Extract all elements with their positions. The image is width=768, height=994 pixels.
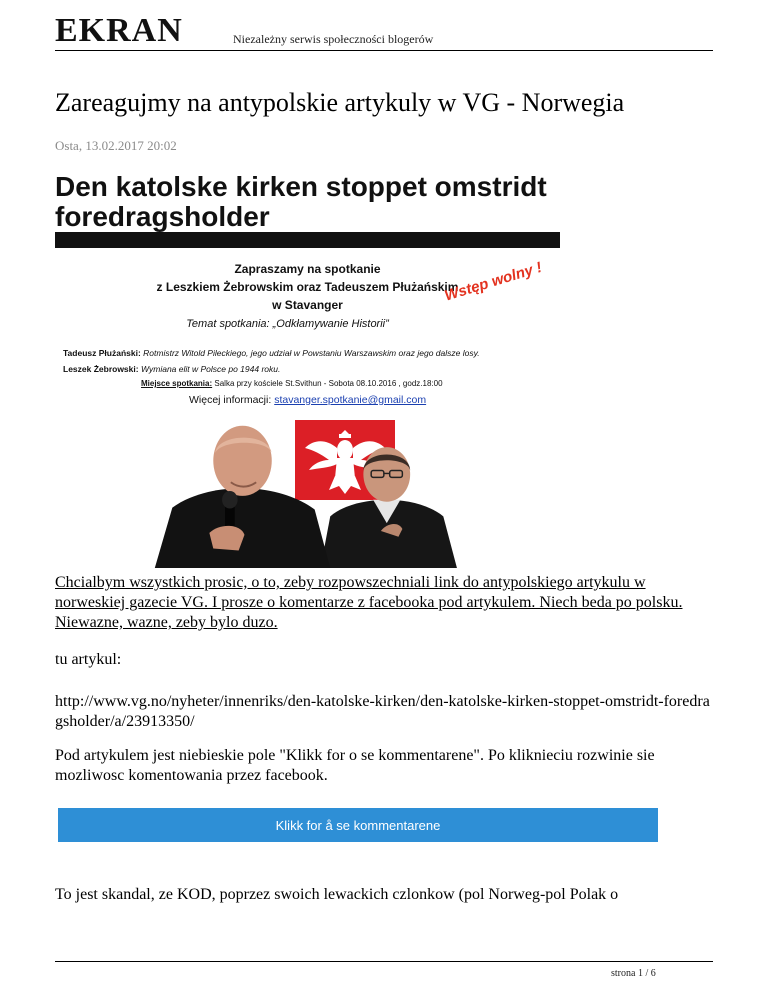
speaker2-text: Wymiana elit w Polsce po 1944 roku.: [140, 364, 281, 374]
speaker1-text: Rotmistrz Witold Pileckiego, jego udział w Powstaniu Warszawskim oraz jego dalsze losy.: [143, 348, 480, 358]
intro-paragraph-link[interactable]: Chcialbym wszystkich prosic, o to, zeby rozpowszechniali link do antypolskiego artykulu w norweskiej gazecie VG. I prosze o komentarze z facebooka pod artykulem. Niech beda po polsku. Niewazne, wazne, zeby bylo duzo.: [55, 574, 683, 631]
more-info-label: Więcej informacji:: [189, 394, 272, 406]
meeting-place: [141, 379, 443, 388]
speakers-photo: [121, 414, 481, 568]
logo-text: EKRAN: [55, 12, 183, 49]
speaker2-name: Leszek Żebrowski:: [63, 364, 139, 374]
free-entry-stamp: Wstęp wolny !: [442, 258, 544, 305]
paragraph-continued: To jest skandal, ze KOD, poprzez swoich lewackich czlonkow (pol Norweg-pol Polak o: [55, 886, 619, 903]
show-comments-label: Klikk for å se kommentarene: [275, 817, 441, 833]
place-label: Miejsce spotkania:: [141, 379, 213, 388]
poster-topic: Temat spotkania: „Odkłamywanie Historii”: [186, 318, 389, 330]
footer-divider: [55, 961, 713, 962]
more-info: [189, 394, 426, 406]
page-number: strona 1 / 6: [611, 968, 656, 979]
site-header: [55, 14, 713, 50]
poster-invite-line3: w Stavanger: [272, 298, 343, 312]
speaker1: [63, 348, 480, 358]
speaker1-name: Tadeusz Płużański:: [63, 348, 141, 358]
paragraph-instructions: Pod artykulem jest niebieskie pole "Klikk for o se kommentarene". Po kliknieciu rozwinie sie mozliwosc komentowania przez facebook.: [55, 747, 655, 784]
poster-headline: Den katolske kirken stoppet omstridt foredragsholder: [55, 171, 547, 232]
place-text: Salka przy kościele St.Svithun - Sobota 08.10.2016 , godz.18:00: [214, 379, 443, 388]
paragraph-article-label: tu artykul:: [55, 651, 122, 668]
contact-email-link[interactable]: stavanger.spotkanie@gmail.com: [274, 394, 427, 406]
article-url: http://www.vg.no/nyheter/innenriks/den-katolske-kirken/den-katolske-kirken-stoppet-omstridt-foredragsholder/a/23913350/: [55, 693, 710, 730]
poster-black-bar: [55, 232, 560, 248]
poster-body: [55, 248, 560, 572]
speaker2: [63, 364, 280, 374]
show-comments-button-image: [58, 808, 658, 842]
article-title: Zareagujmy na antypolskie artykuly w VG - Norwegia: [55, 88, 625, 117]
article-meta: Osta, 13.02.2017 20:02: [55, 138, 177, 153]
site-tagline: Niezależny serwis społeczności blogerów: [233, 32, 434, 46]
poster-invite-line1: Zapraszamy na spotkanie: [234, 262, 381, 276]
poster-invite-line2: z Leszkiem Żebrowskim oraz Tadeuszem Płużańskim: [156, 280, 459, 294]
site-logo[interactable]: [55, 14, 183, 48]
header-divider: [55, 50, 713, 51]
article-image: [55, 168, 560, 572]
